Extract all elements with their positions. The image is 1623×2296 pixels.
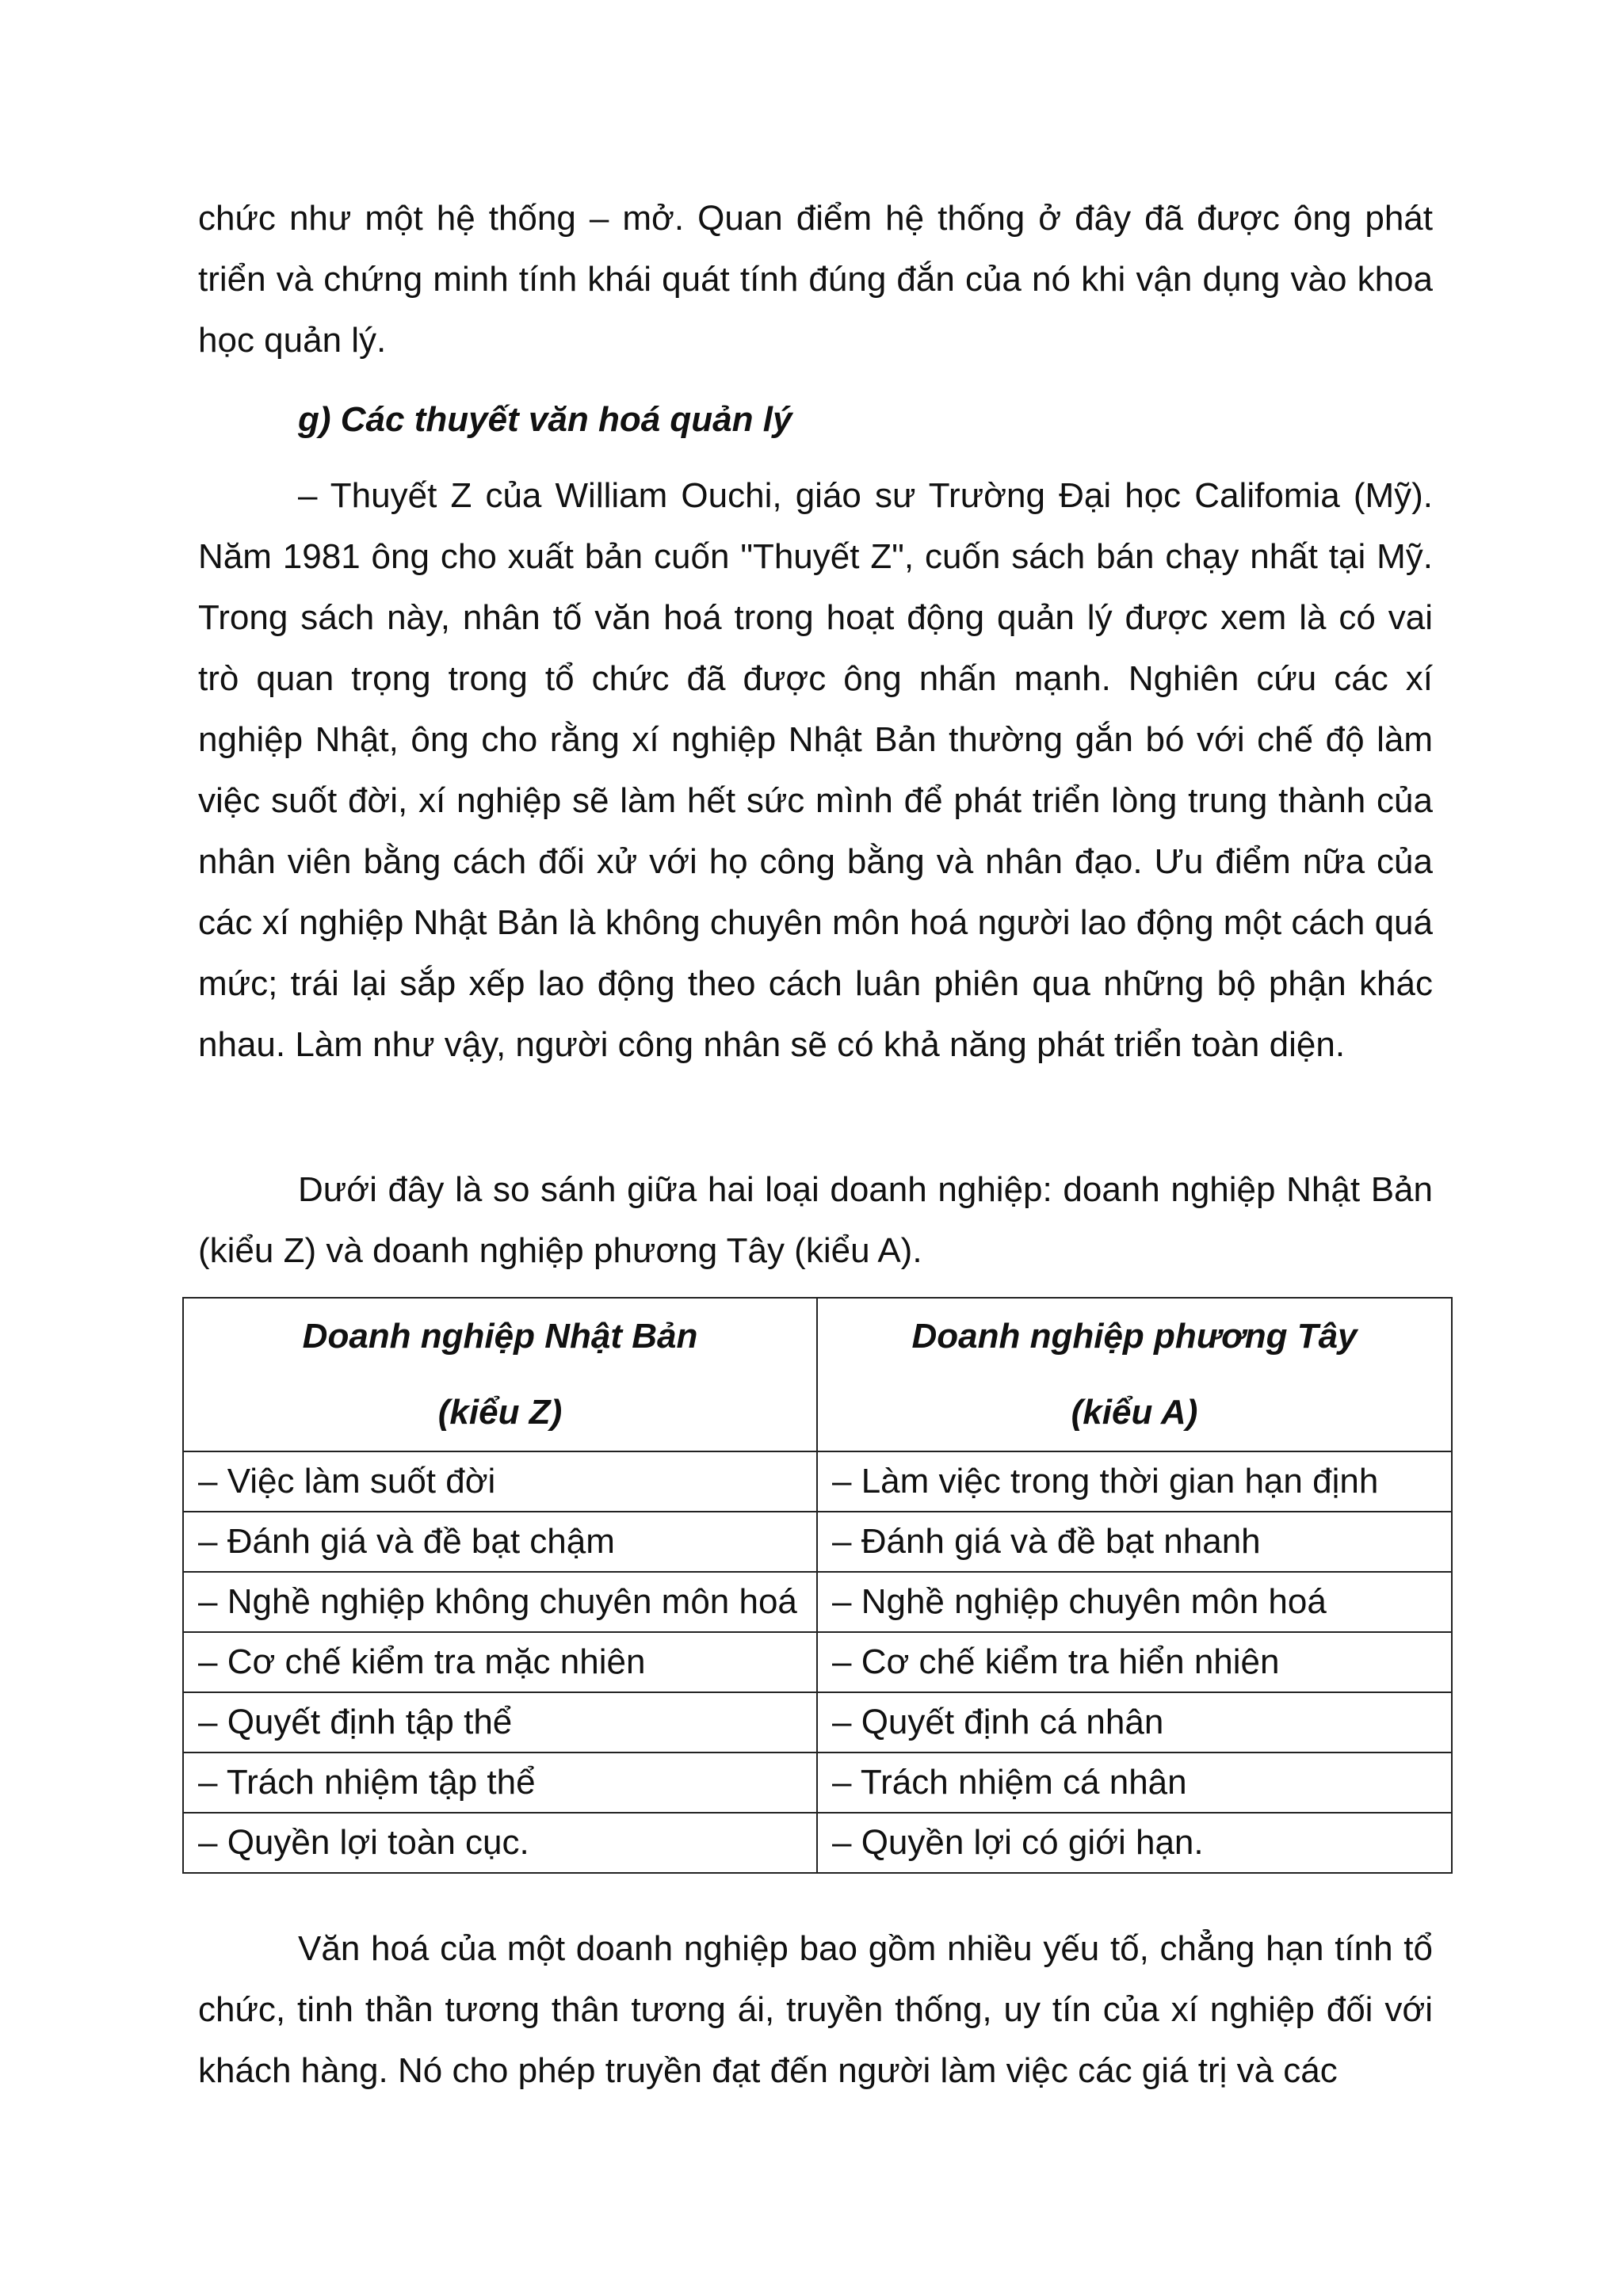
table-cell: – Việc làm suốt đời	[183, 1451, 817, 1512]
header-line: Doanh nghiệp phương Tây	[911, 1317, 1358, 1356]
table-row	[183, 1632, 1452, 1692]
table-row	[183, 1753, 1452, 1813]
table-cell: – Quyền lợi toàn cục.	[183, 1813, 817, 1873]
table-cell: – Quyết định cá nhân	[817, 1692, 1452, 1753]
header-line: (kiểu Z)	[437, 1393, 563, 1432]
table-row	[183, 1512, 1452, 1572]
table-cell: – Cơ chế kiểm tra hiển nhiên	[817, 1632, 1452, 1692]
table-cell: – Đánh giá và đề bạt chậm	[183, 1512, 817, 1572]
table-row	[183, 1451, 1452, 1512]
table-cell: – Quyền lợi có giới hạn.	[817, 1813, 1452, 1873]
header-line: Doanh nghiệp Nhật Bản	[302, 1317, 698, 1356]
table-cell: – Nghề nghiệp không chuyên môn hoá	[183, 1572, 817, 1632]
paragraph-theory-z: – Thuyết Z của William Ouchi, giáo sư Trường Đại học Califomia (Mỹ). Năm 1981 ông cho xuất bản cuốn "Thuyết Z", cuốn sách bán chạy nhất tại Mỹ. Trong sách này, nhân tố văn hoá trong hoạt động quản lý được xem là có vai trò quan trọng trong tổ chức đã được ông nhấn mạnh. Nghiên cứu các xí nghiệp Nhật, ông cho rằng xí nghiệp Nhật Bản thường gắn bó với chế độ làm việc suốt đời, xí nghiệp sẽ làm hết sức mình để phát triển lòng trung thành của nhân viên bằng cách đối xử với họ công bằng và nhân đạo. Ưu điểm nữa của các xí nghiệp Nhật Bản là không chuyên môn hoá người lao động một cách quá mức; trái lại sắp xếp lao động theo cách luân phiên qua những bộ phận khác nhau. Làm như vậy, người công nhân sẽ có khả năng phát triển toàn diện.	[198, 476, 1433, 1064]
table-row	[183, 1692, 1452, 1753]
header-japanese-enterprise	[183, 1298, 817, 1451]
table-cell: – Đánh giá và đề bạt nhanh	[817, 1512, 1452, 1572]
table-cell: – Trách nhiệm cá nhân	[817, 1753, 1452, 1813]
header-line: (kiểu A)	[1071, 1393, 1198, 1432]
table-cell: – Làm việc trong thời gian hạn định	[817, 1451, 1452, 1512]
header-western-enterprise	[817, 1298, 1452, 1451]
table-header-row	[183, 1298, 1452, 1451]
table-cell: – Nghề nghiệp chuyên môn hoá	[817, 1572, 1452, 1632]
section-heading: g) Các thuyết văn hoá quản lý	[298, 400, 792, 439]
table-cell: – Trách nhiệm tập thể	[183, 1753, 817, 1813]
table-cell: – Cơ chế kiểm tra mặc nhiên	[183, 1632, 817, 1692]
table-row	[183, 1813, 1452, 1873]
table-cell: – Quyết định tập thể	[183, 1692, 817, 1753]
paragraph-enterprise-culture: Văn hoá của một doanh nghiệp bao gồm nhiều yếu tố, chẳng hạn tính tổ chức, tinh thần tương thân tương ái, truyền thống, uy tín của xí nghiệp đối với khách hàng. Nó cho phép truyền đạt đến người làm việc các giá trị và các	[198, 1929, 1433, 2090]
comparison-table	[182, 1297, 1453, 1874]
table-row	[183, 1572, 1452, 1632]
paragraph-systems-view: chức như một hệ thống – mở. Quan điểm hệ thống ở đây đã được ông phát triển và chứng minh tính khái quát tính đúng đắn của nó khi vận dụng vào khoa học quản lý.	[198, 199, 1433, 360]
paragraph-comparison-intro: Dưới đây là so sánh giữa hai loại doanh nghiệp: doanh nghiệp Nhật Bản (kiểu Z) và doanh nghiệp phương Tây (kiểu A).	[198, 1170, 1433, 1270]
